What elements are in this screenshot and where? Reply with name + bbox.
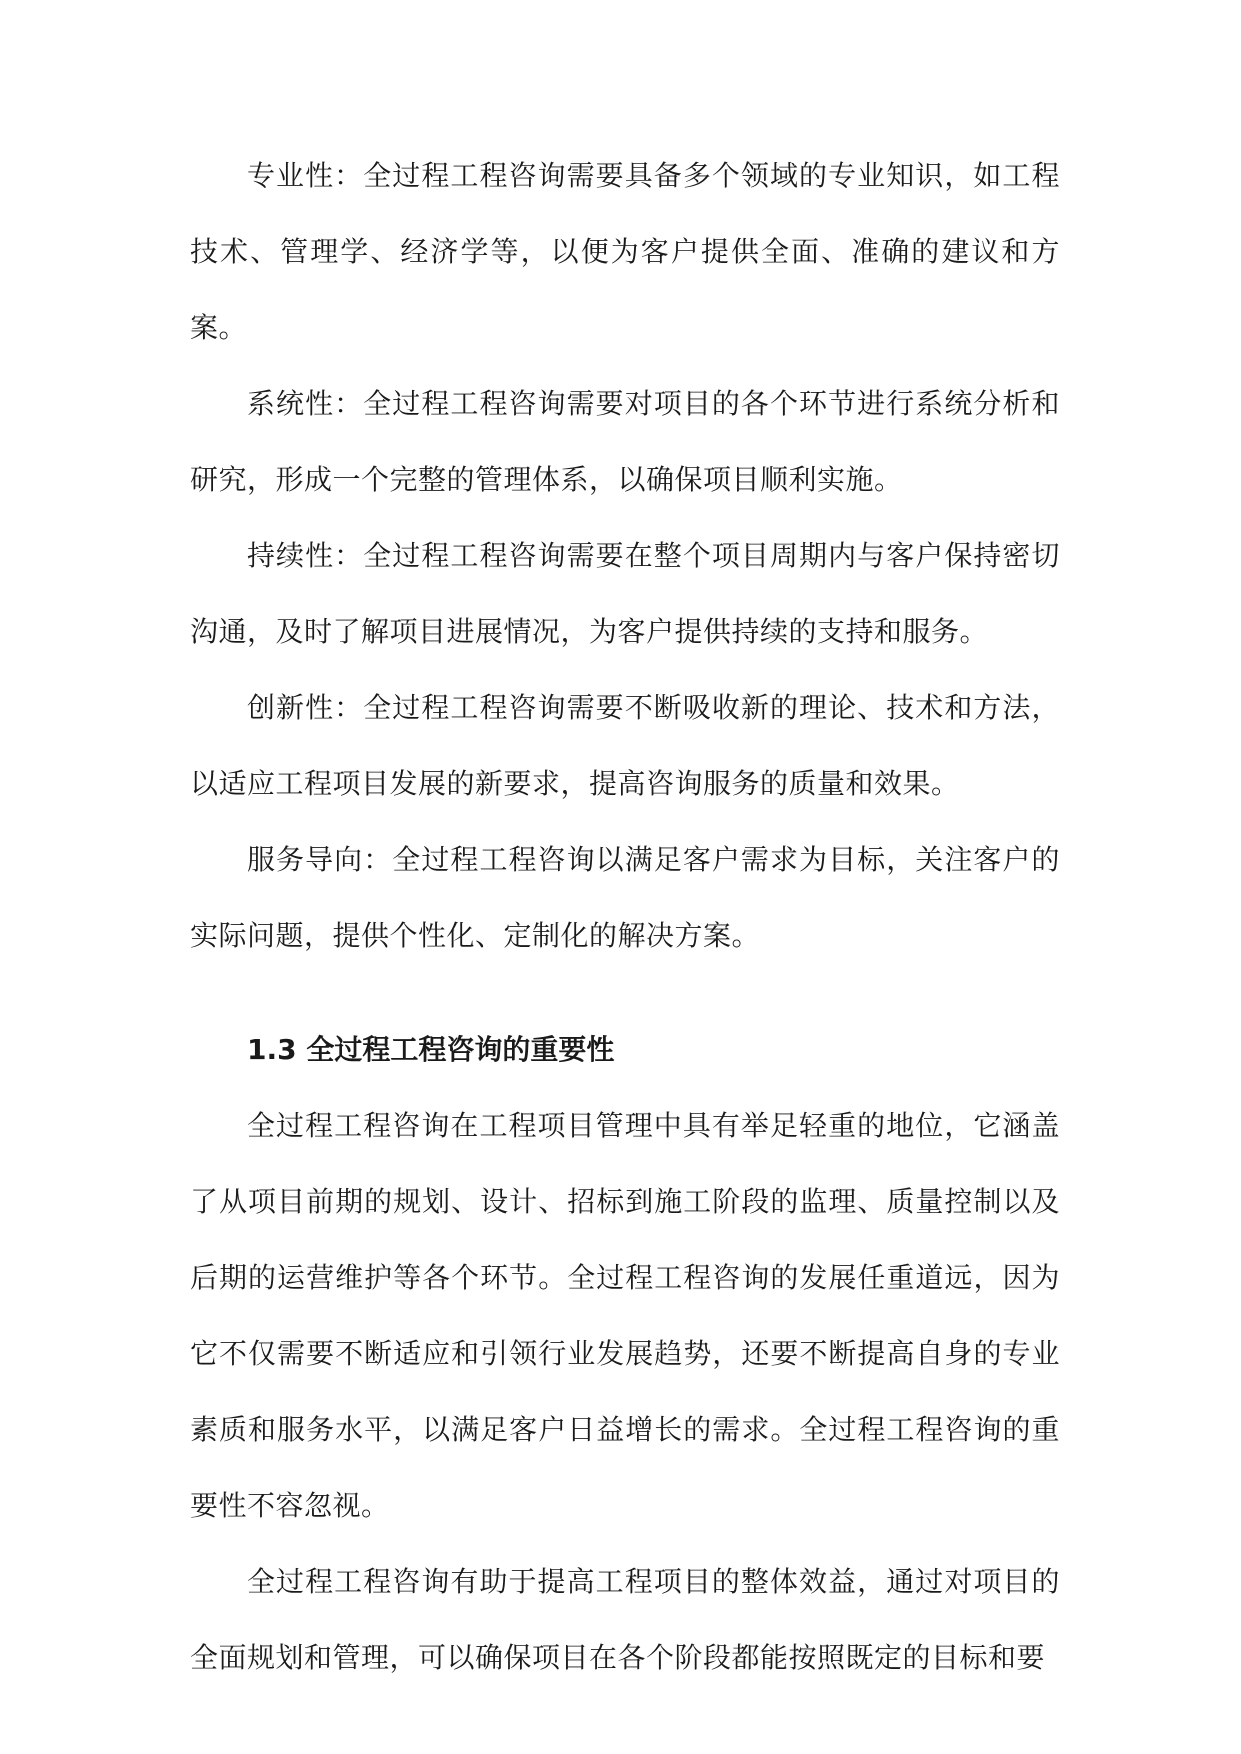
paragraph-innovation: 创新性：全过程工程咨询需要不断吸收新的理论、技术和方法，以适应工程项目发展的新要求，提高咨询服务的质量和效果。 bbox=[190, 691, 1060, 800]
paragraph-service-orientation: 服务导向：全过程工程咨询以满足客户需求为目标，关注客户的实际问题，提供个性化、定制化的解决方案。 bbox=[190, 843, 1060, 952]
document-body bbox=[190, 138, 1060, 1696]
paragraph-systematic: 系统性：全过程工程咨询需要对项目的各个环节进行系统分析和研究，形成一个完整的管理体系，以确保项目顺利实施。 bbox=[190, 387, 1060, 496]
section-heading: 1.3 全过程工程咨询的重要性 bbox=[247, 1033, 615, 1066]
paragraph-overall-benefit: 全过程工程咨询有助于提高工程项目的整体效益，通过对项目的全面规划和管理，可以确保项目在各个阶段都能按照既定的目标和要 bbox=[190, 1565, 1060, 1674]
paragraph-professionalism: 专业性：全过程工程咨询需要具备多个领域的专业知识，如工程技术、管理学、经济学等，以便为客户提供全面、准确的建议和方案。 bbox=[190, 159, 1060, 344]
paragraph-importance-overview: 全过程工程咨询在工程项目管理中具有举足轻重的地位，它涵盖了从项目前期的规划、设计、招标到施工阶段的监理、质量控制以及后期的运营维护等各个环节。全过程工程咨询的发展任重道远，因为它不仅需要不断适应和引领行业发展趋势，还要不断提高自身的专业素质和服务水平，以满足客户日益增长的需求。全过程工程咨询的重要性不容忽视。 bbox=[190, 1109, 1060, 1522]
paragraph-continuity: 持续性：全过程工程咨询需要在整个项目周期内与客户保持密切沟通，及时了解项目进展情况，为客户提供持续的支持和服务。 bbox=[190, 539, 1060, 648]
